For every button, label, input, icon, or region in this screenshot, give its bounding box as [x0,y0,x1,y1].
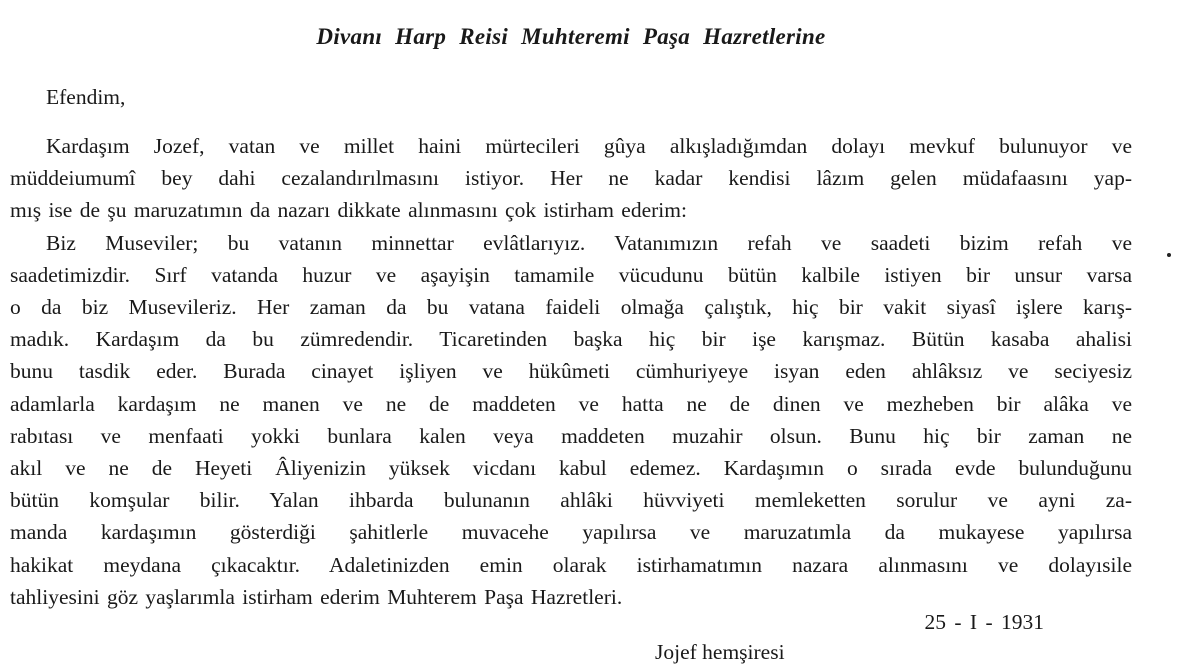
body-line: saadetimizdir. Sırf vatanda huzur ve aşayişin tamamile vücudunu bütün kalbile istiyen bir unsur varsa [10,262,1132,287]
letter-date: 25 - I - 1931 [924,610,1044,635]
signature: Jojef hemşiresi [655,640,785,665]
letter-body [10,130,1132,613]
body-line: Kardaşım Jozef, vatan ve millet haini mürtecileri gûya alkışladığımdan dolayı mevkuf bulunuyor ve [46,134,1132,158]
body-line: mış ise de şu maruzatımın da nazarı dikkate alınmasını çok istirham ederim: [10,198,687,223]
body-line: adamlarla kardaşım ne manen ve ne de maddeten ve hatta ne de dinen ve mezheben bir alâka ve [10,391,1132,416]
salutation: Efendim, [46,85,126,109]
body-line: rabıtası ve menfaati yokki bunlara kalen veya maddeten muzahir olsun. Bunu hiç bir zaman ne [10,423,1132,448]
body-line: manda kardaşımın gösterdiği şahitlerle muvacehe yapılırsa ve maruzatımla da mukayese yapılırsa [10,520,1132,545]
scan-speck [1167,253,1171,257]
body-line: bütün komşular bilir. Yalan ihbarda bulunanın ahlâki hüvviyeti memleketten sorulur ve ayni za- [10,488,1132,513]
body-line: madık. Kardaşım da bu zümredendir. Ticaretinden başka hiç bir işe karışmaz. Bütün kasaba ahalisi [10,327,1132,352]
body-line: Biz Museviler; bu vatanın minnettar evlâtlarıyız. Vatanımızın refah ve saadeti bizim refah ve [46,230,1132,255]
body-line: hakikat meydana çıkacaktır. Adaletinizden emin olarak istirhamatımın nazara alınmasını ve dolayısile [10,552,1132,577]
body-line: müddeiumumî bey dahi cezalandırılmasını istiyor. Her ne kadar kendisi lâzım gelen müdafaasını yap- [10,166,1132,191]
letter-title: Divanı Harp Reisi Muhteremi Paşa Hazretlerine [316,24,826,49]
body-line: o da biz Musevileriz. Her zaman da bu vatana faideli olmağa çalıştık, hiç bir vakit siyasî işlere karış- [10,295,1132,320]
body-line: akıl ve ne de Heyeti Âliyenizin yüksek vicdanı kabul edemez. Kardaşımın o sırada evde bulunduğunu [10,456,1132,481]
body-line: tahliyesini göz yaşlarımla istirham ederim Muhterem Paşa Hazretleri. [10,584,623,609]
body-line: bunu tasdik eder. Burada cinayet işliyen ve hükûmeti cümhuriyeye isyan eden ahlâksız ve seciyesiz [10,359,1132,384]
